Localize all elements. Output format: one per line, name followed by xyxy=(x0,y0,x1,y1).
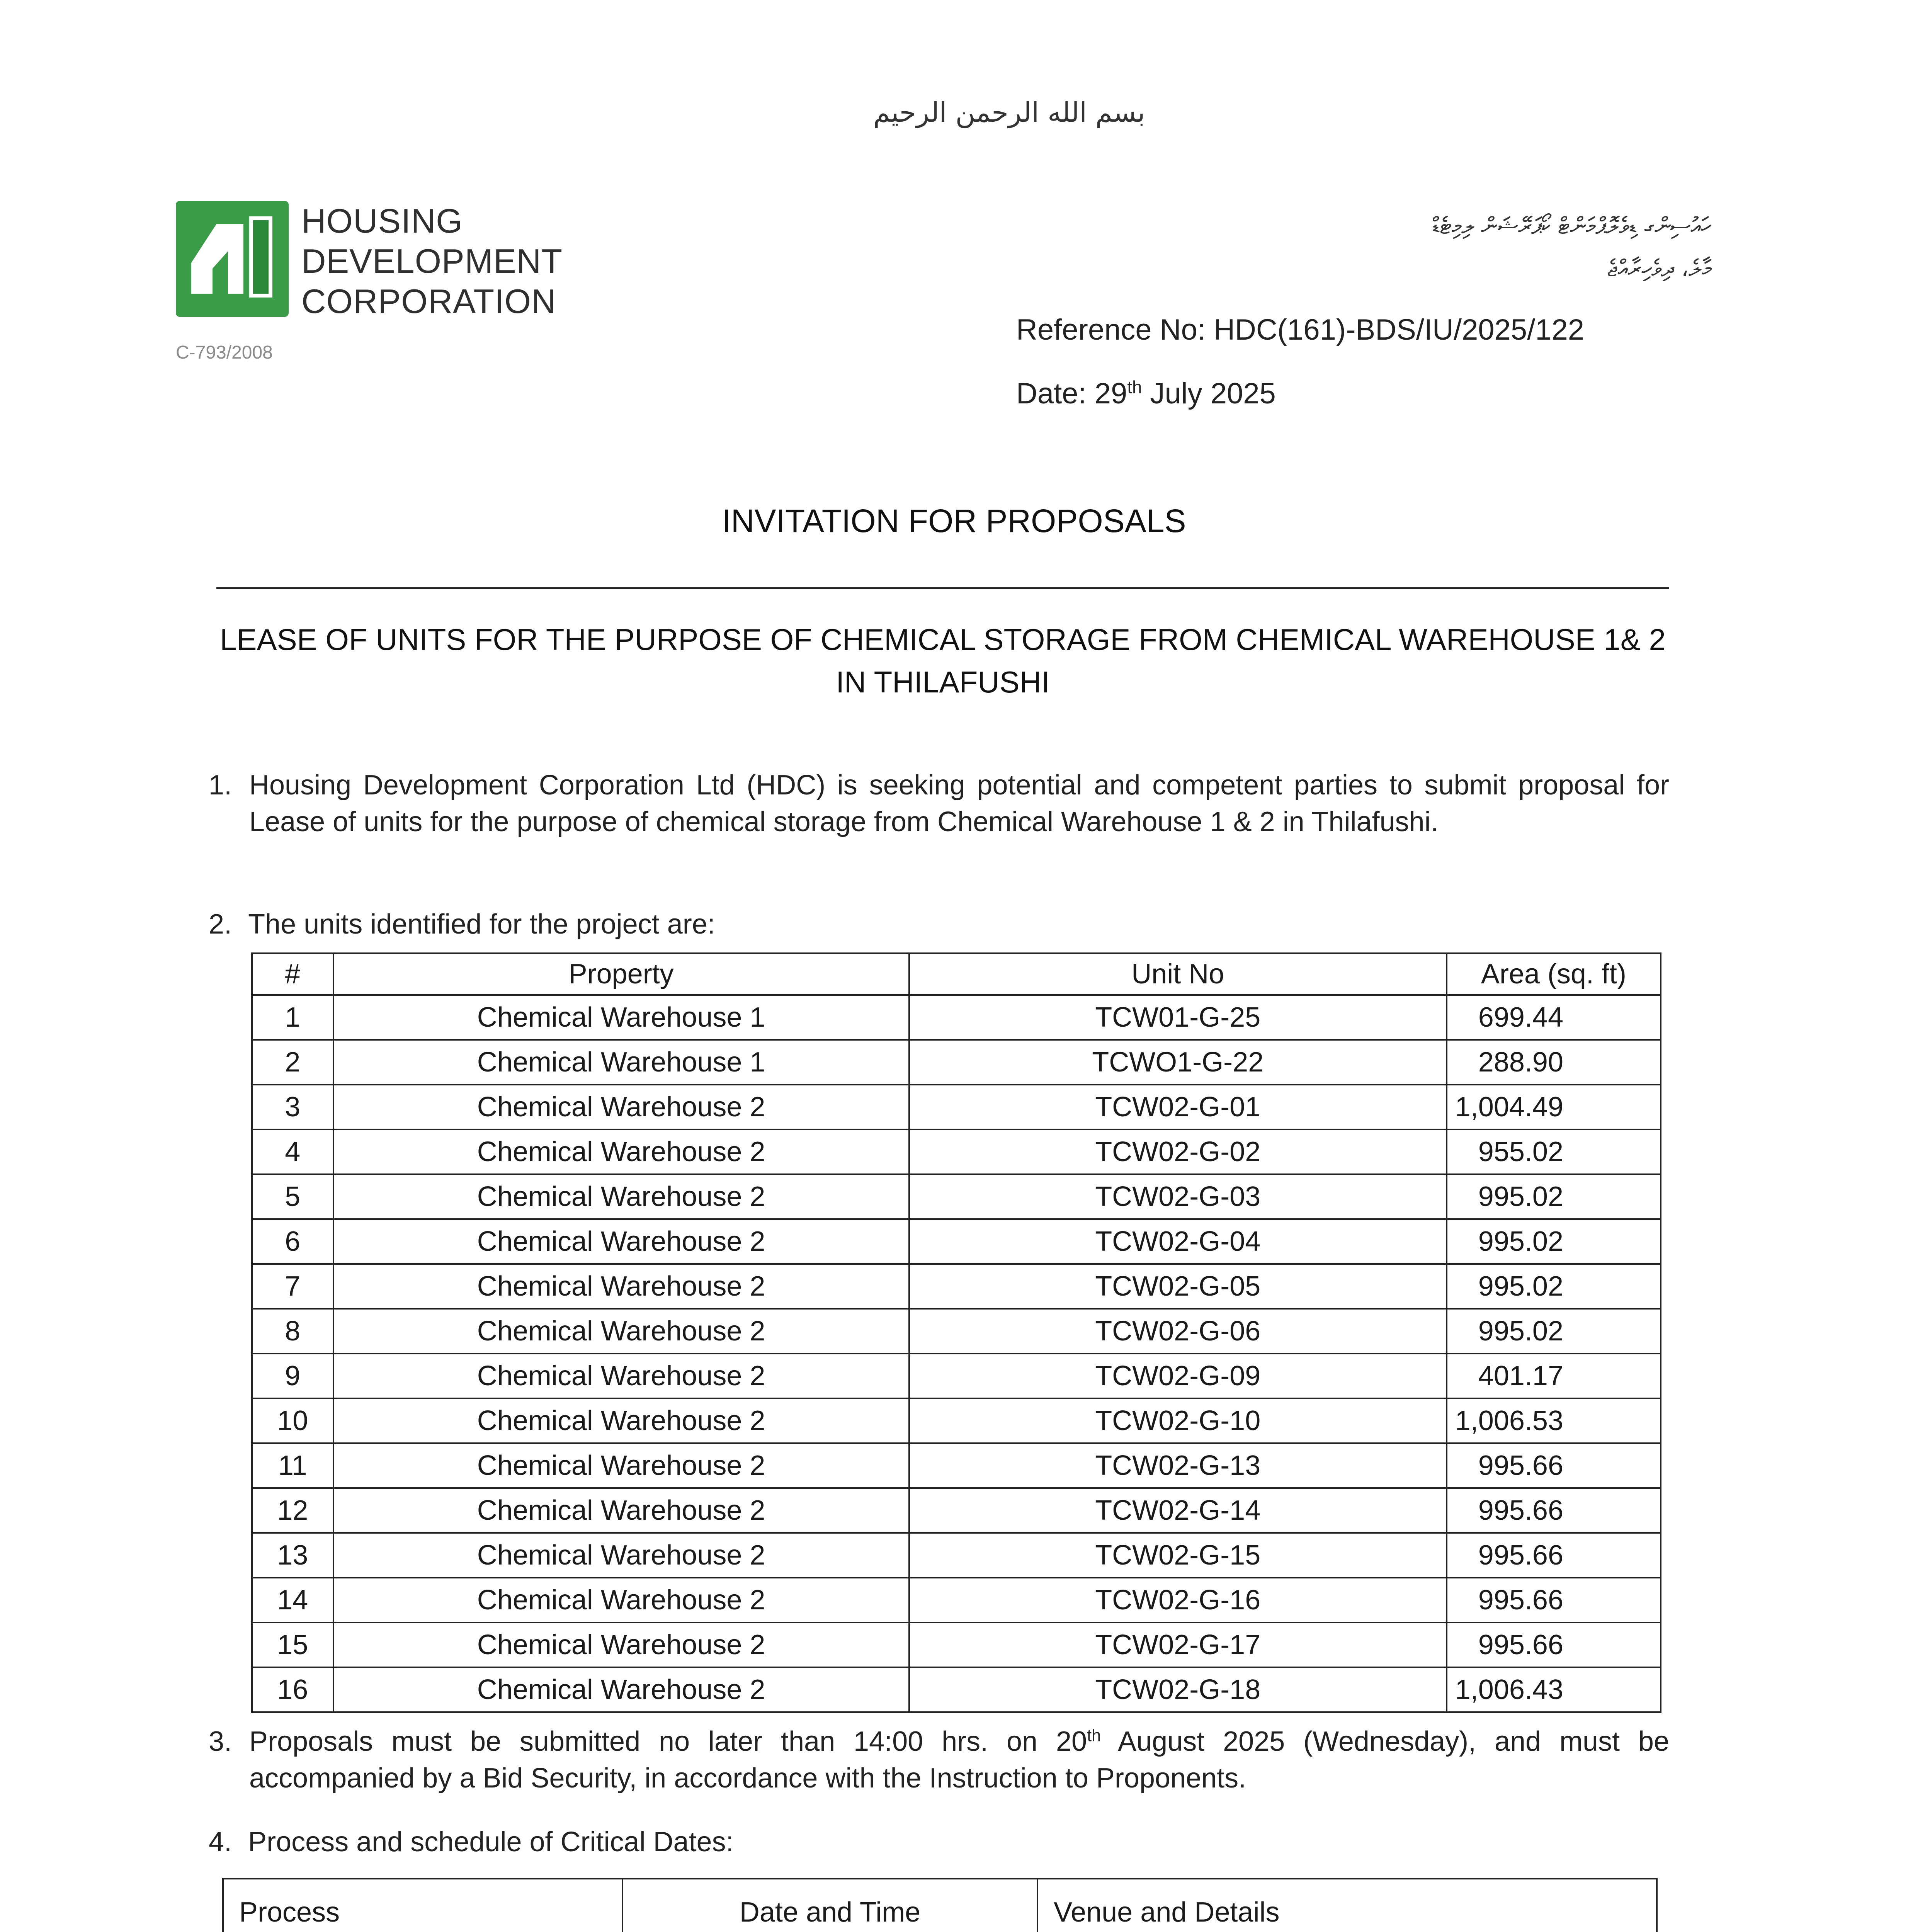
table-cell: TCW02-G-05 xyxy=(909,1264,1447,1309)
table-cell: 16 xyxy=(252,1667,333,1712)
header-process: Process xyxy=(223,1879,622,1932)
table-cell: TCW02-G-04 xyxy=(909,1219,1447,1264)
table-cell: Chemical Warehouse 1 xyxy=(333,1040,909,1085)
table-cell: 699.44 xyxy=(1447,995,1661,1040)
logo-code: C-793/2008 xyxy=(176,342,273,363)
header-number: # xyxy=(252,953,333,995)
table-cell: 10 xyxy=(252,1398,333,1443)
table-cell: 13 xyxy=(252,1533,333,1578)
table-cell: Chemical Warehouse 2 xyxy=(333,1398,909,1443)
process-table-header xyxy=(223,1879,1657,1932)
table-cell: 3 xyxy=(252,1085,333,1129)
table-cell: TCW02-G-18 xyxy=(909,1667,1447,1712)
table-cell: Chemical Warehouse 1 xyxy=(333,995,909,1040)
units-table xyxy=(251,952,1661,1713)
table-cell: 995.02 xyxy=(1447,1219,1661,1264)
table-row xyxy=(252,1622,1661,1667)
table-cell: 955.02 xyxy=(1447,1129,1661,1174)
table-cell: TCW02-G-09 xyxy=(909,1354,1447,1398)
table-cell: Chemical Warehouse 2 xyxy=(333,1219,909,1264)
document-date: Date: 29th July 2025 xyxy=(1016,377,1276,410)
table-row xyxy=(252,1264,1661,1309)
header-venue: Venue and Details xyxy=(1037,1879,1657,1932)
paragraph-1: 1. Housing Development Corporation Ltd (HDC) is seeking potential and competent parties to submit proposal for Lease of units for the purpose of chemical storage from Chemical Warehouse 1 & 2 in Thilafushi. xyxy=(209,770,1669,837)
table-cell: Chemical Warehouse 2 xyxy=(333,1578,909,1622)
table-row xyxy=(252,1443,1661,1488)
table-row xyxy=(252,995,1661,1040)
table-cell: TCW02-G-01 xyxy=(909,1085,1447,1129)
table-cell: Chemical Warehouse 2 xyxy=(333,1443,909,1488)
table-cell: TCW02-G-15 xyxy=(909,1533,1447,1578)
table-cell: Chemical Warehouse 2 xyxy=(333,1085,909,1129)
table-cell: TCW02-G-13 xyxy=(909,1443,1447,1488)
table-cell: 288.90 xyxy=(1447,1040,1661,1085)
table-row xyxy=(252,1667,1661,1712)
hdc-logo-icon xyxy=(176,201,289,317)
dhivehi-letterhead: ހައުސިންގ ޑިވެލޮޕްމަންޓް ކޯޕަރޭޝަން ލިމިޓެޑް މާލެ، ދިވެހިރާއްޖެ xyxy=(1432,213,1712,282)
header-property: Property xyxy=(333,953,909,995)
table-cell: 995.02 xyxy=(1447,1309,1661,1354)
table-row xyxy=(252,1488,1661,1533)
table-row xyxy=(252,1219,1661,1264)
table-cell: 6 xyxy=(252,1219,333,1264)
reference-number: Reference No: HDC(161)-BDS/IU/2025/122 xyxy=(1016,313,1585,346)
paragraph-3: 3. Proposals must be submitted no later than 14:00 hrs. on 20th August 2025 (Wednesday), and must be accompanied by a Bid Security, in accordance with the Instruction to Proponents. xyxy=(209,1726,1669,1794)
table-cell: Chemical Warehouse 2 xyxy=(333,1354,909,1398)
table-cell: TCW02-G-16 xyxy=(909,1578,1447,1622)
table-cell: Chemical Warehouse 2 xyxy=(333,1488,909,1533)
divider xyxy=(216,587,1669,589)
bismillah-calligraphy: بسم الله الرحمن الرحيم xyxy=(873,97,1145,128)
table-row xyxy=(252,1354,1661,1398)
table-cell: TCW02-G-03 xyxy=(909,1174,1447,1219)
process-table xyxy=(222,1878,1658,1932)
table-cell: 12 xyxy=(252,1488,333,1533)
table-cell: 1,004.49 xyxy=(1447,1085,1661,1129)
table-row xyxy=(252,1533,1661,1578)
table-row xyxy=(252,1578,1661,1622)
table-cell: 995.02 xyxy=(1447,1174,1661,1219)
table-cell: 995.66 xyxy=(1447,1443,1661,1488)
table-cell: Chemical Warehouse 2 xyxy=(333,1622,909,1667)
table-cell: 8 xyxy=(252,1309,333,1354)
table-cell: 995.66 xyxy=(1447,1533,1661,1578)
table-cell: 5 xyxy=(252,1174,333,1219)
table-cell: 15 xyxy=(252,1622,333,1667)
table-cell: TCW02-G-14 xyxy=(909,1488,1447,1533)
units-table-body xyxy=(252,995,1661,1712)
header-unit-no: Unit No xyxy=(909,953,1447,995)
table-cell: Chemical Warehouse 2 xyxy=(333,1309,909,1354)
table-cell: 14 xyxy=(252,1578,333,1622)
table-cell: 1 xyxy=(252,995,333,1040)
logo-text: HOUSING DEVELOPMENT CORPORATION xyxy=(301,202,563,320)
table-cell: 7 xyxy=(252,1264,333,1309)
table-cell: Chemical Warehouse 2 xyxy=(333,1667,909,1712)
table-cell: 1,006.53 xyxy=(1447,1398,1661,1443)
table-cell: Chemical Warehouse 2 xyxy=(333,1174,909,1219)
page-subtitle: LEASE OF UNITS FOR THE PURPOSE OF CHEMICAL STORAGE FROM CHEMICAL WAREHOUSE 1& 2 IN THILAFUSHI xyxy=(220,622,1666,699)
header-date-time: Date and Time xyxy=(622,1879,1037,1932)
table-cell: TCW01-G-25 xyxy=(909,995,1447,1040)
table-cell: 995.66 xyxy=(1447,1488,1661,1533)
table-cell: 401.17 xyxy=(1447,1354,1661,1398)
table-cell: 1,006.43 xyxy=(1447,1667,1661,1712)
paragraph-2: 2. The units identified for the project are: xyxy=(209,909,715,940)
table-cell: 995.66 xyxy=(1447,1622,1661,1667)
table-cell: 2 xyxy=(252,1040,333,1085)
table-cell: 11 xyxy=(252,1443,333,1488)
table-cell: TCW02-G-06 xyxy=(909,1309,1447,1354)
table-cell: Chemical Warehouse 2 xyxy=(333,1264,909,1309)
units-table-header xyxy=(252,953,1661,995)
table-row xyxy=(252,1309,1661,1354)
table-cell: TCWO1-G-22 xyxy=(909,1040,1447,1085)
table-cell: Chemical Warehouse 2 xyxy=(333,1129,909,1174)
table-cell: 995.02 xyxy=(1447,1264,1661,1309)
paragraph-4: 4. Process and schedule of Critical Dates: xyxy=(209,1827,734,1857)
table-cell: 9 xyxy=(252,1354,333,1398)
page-title: INVITATION FOR PROPOSALS xyxy=(722,503,1186,539)
table-row xyxy=(252,1085,1661,1129)
table-row xyxy=(252,1174,1661,1219)
header-area: Area (sq. ft) xyxy=(1447,953,1661,995)
table-row xyxy=(252,1129,1661,1174)
table-cell: TCW02-G-02 xyxy=(909,1129,1447,1174)
table-cell: 4 xyxy=(252,1129,333,1174)
table-cell: TCW02-G-17 xyxy=(909,1622,1447,1667)
table-cell: 995.66 xyxy=(1447,1578,1661,1622)
table-row xyxy=(252,1398,1661,1443)
table-row xyxy=(252,1040,1661,1085)
table-cell: Chemical Warehouse 2 xyxy=(333,1533,909,1578)
table-cell: TCW02-G-10 xyxy=(909,1398,1447,1443)
